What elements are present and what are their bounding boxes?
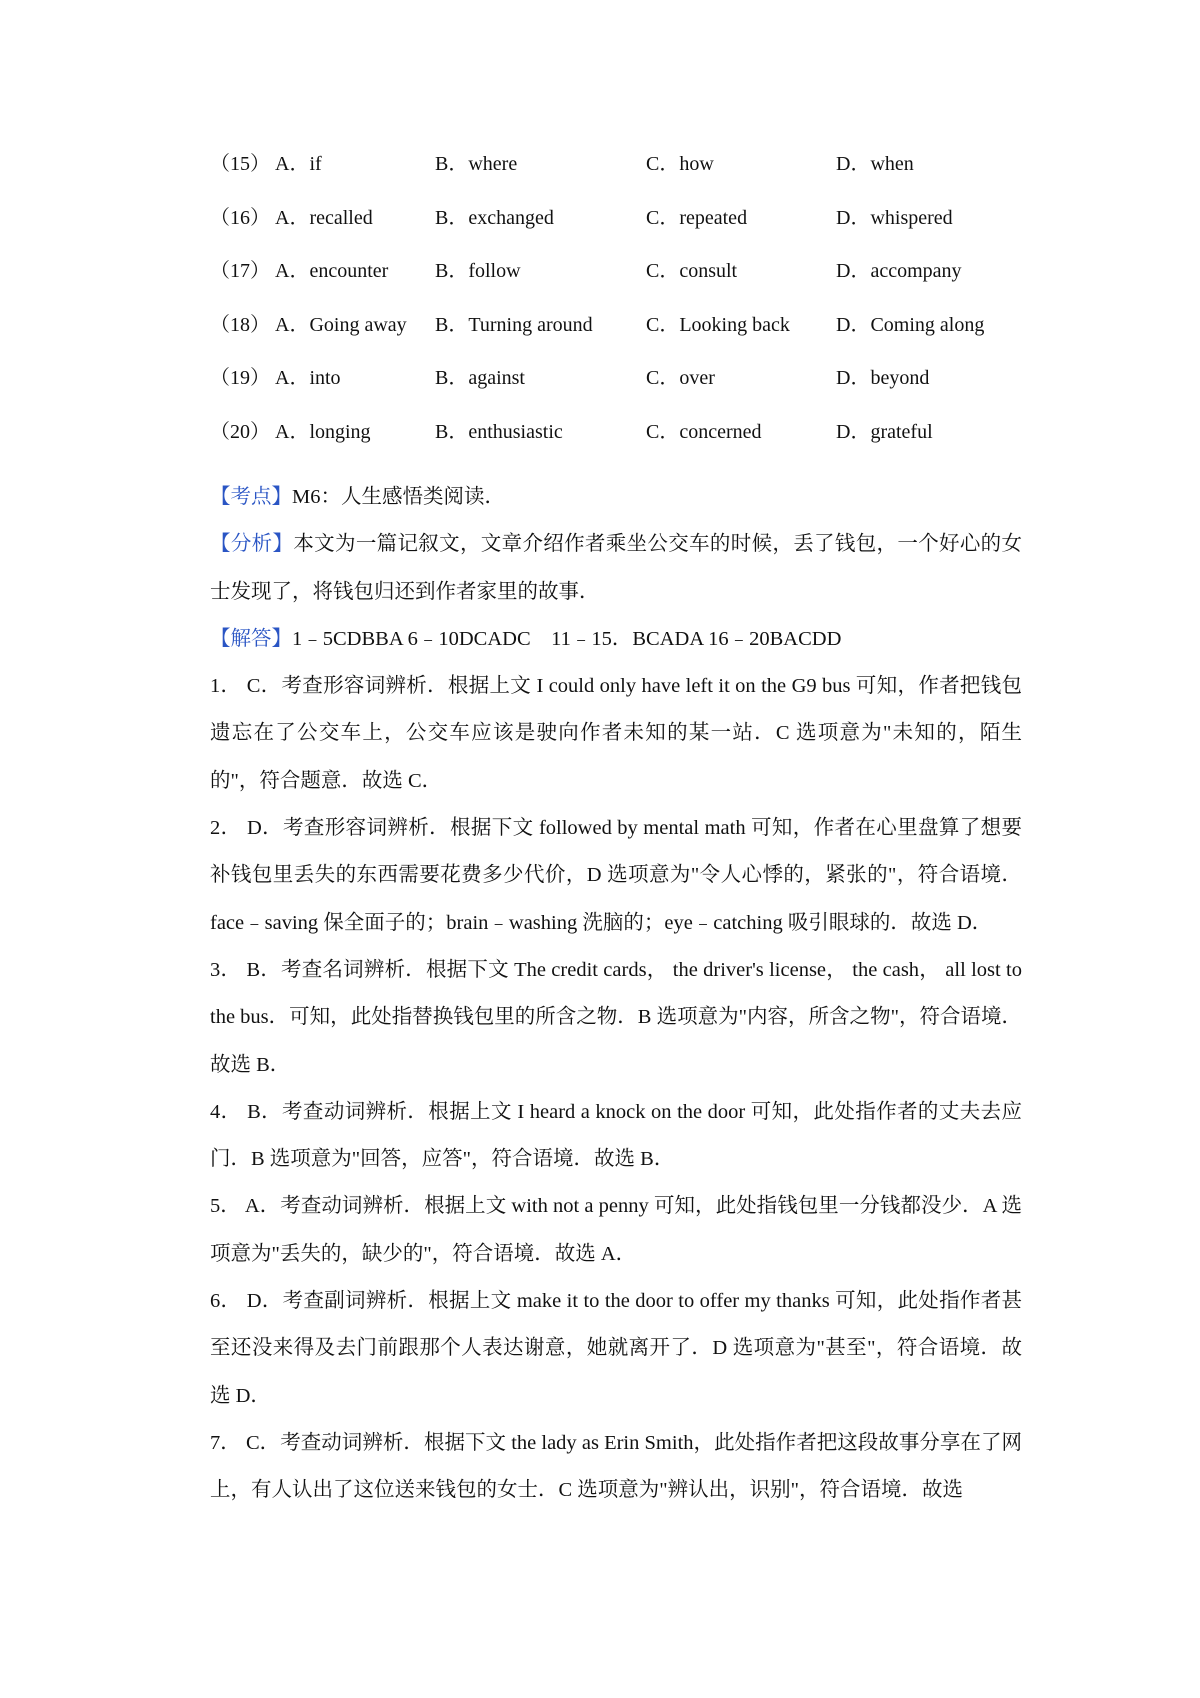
fenxi-tag: 【分析】: [210, 533, 294, 556]
option-d: D．accompany: [836, 260, 962, 282]
option-b: B．where: [435, 153, 518, 175]
option-c: C．concerned: [646, 420, 762, 443]
jieda-section: [210, 616, 1022, 663]
option-row-15: [210, 151, 1030, 205]
solution-body: [210, 474, 1022, 1515]
option-c: C．Looking back: [646, 313, 790, 336]
fenxi-text: 本文为一篇记叙文，文章介绍作者乘坐公交车的时候，丢了钱包，一个好心的女士发现了，将钱包归还到作者家里的故事．: [210, 533, 1023, 603]
option-row-18: [210, 312, 1030, 366]
jieda-text: 1﹣5CDBBA 6﹣10DCADC 11﹣15．BCADA 16﹣20BACDD: [292, 627, 842, 650]
question-number: （18）: [210, 313, 270, 336]
fenxi-section: [210, 521, 1022, 616]
option-b: B．exchanged: [435, 206, 554, 229]
kaodian-tag: 【考点】: [210, 486, 292, 508]
option-row-20: [210, 419, 1030, 473]
option-c: C．over: [646, 367, 715, 389]
explanation-3: 3． B．考查名词辨析．根据下文 The credit cards， the driver's license， the cash， all lost to the bus．可知，此处指替换钱包里的所含之物．B 选项意为"内容，所含之物"，符合语境．故选 B．: [210, 958, 1022, 1076]
option-a: A．longing: [275, 420, 371, 443]
question-number: （20）: [210, 420, 270, 443]
option-row-16: [210, 205, 1030, 259]
question-number: （15）: [210, 153, 270, 175]
kaodian-section: [210, 474, 1022, 521]
option-c: C．consult: [646, 260, 738, 282]
explanation-6: 6． D．考查副词辨析．根据上文 make it to the door to offer my thanks 可知，此处指作者甚至还没来得及去门前跟那个人表达谢意，她就离开了．D 选项意为"甚至"，符合语境．故选 D．: [210, 1290, 1022, 1407]
question-number: （16）: [210, 206, 270, 229]
jieda-tag: 【解答】: [210, 627, 292, 650]
option-a: A．Going away: [275, 313, 407, 336]
option-row-17: [210, 258, 1030, 312]
explanation-5: 5． A．考查动词辨析．根据上文 with not a penny 可知，此处指钱包里一分钱都没少．A 选项意为"丢失的，缺少的"，符合语境．故选 A．: [210, 1195, 1022, 1265]
option-row-19: [210, 365, 1030, 419]
option-c: C．how: [646, 153, 714, 175]
option-d: D．whispered: [836, 206, 953, 229]
explanation-7: 7． C．考查动词辨析．根据下文 the lady as Erin Smith，此处指作者把这段故事分享在了网上，有人认出了这位送来钱包的女士．C 选项意为"辨认出，识别"，符合语境．故选: [210, 1431, 1022, 1502]
option-a: A．encounter: [275, 260, 389, 282]
question-number: （19）: [210, 367, 270, 389]
option-d: D．beyond: [836, 367, 930, 389]
option-c: C．repeated: [646, 206, 748, 229]
explanation-2: 2． D．考查形容词辨析．根据下文 followed by mental math 可知，作者在心里盘算了想要补钱包里丢失的东西需要花费多少代价，D 选项意为"令人心悸的，紧张的"，符合语境．face﹣saving 保全面子的；brain﹣washing 洗脑的；eye﹣catching 吸引眼球的．故选 D．: [210, 817, 1022, 934]
option-b: B．Turning around: [435, 313, 593, 336]
option-d: D．Coming along: [836, 313, 985, 336]
explanation-4: 4． B．考查动词辨析．根据上文 I heard a knock on the door 可知，此处指作者的丈夫去应门．B 选项意为"回答，应答"，符合语境．故选 B．: [210, 1100, 1022, 1171]
answer-options-list: [210, 151, 1030, 472]
explanation-1: 1． C．考查形容词辨析．根据上文 I could only have left it on the G9 bus 可知，作者把钱包遗忘在了公交车上，公交车应该是驶向作者未知的某一站．C 选项意为"未知的，陌生的"，符合题意．故选 C．: [210, 675, 1022, 792]
option-d: D．when: [836, 153, 914, 175]
option-a: A．recalled: [275, 206, 373, 229]
kaodian-text: M6：人生感悟类阅读．: [292, 486, 505, 508]
option-b: B．enthusiastic: [435, 420, 563, 443]
question-number: （17）: [210, 260, 270, 282]
option-a: A．if: [275, 153, 322, 175]
option-b: B．follow: [435, 260, 521, 282]
option-a: A．into: [275, 367, 341, 389]
option-b: B．against: [435, 367, 525, 389]
option-d: D．grateful: [836, 420, 933, 443]
